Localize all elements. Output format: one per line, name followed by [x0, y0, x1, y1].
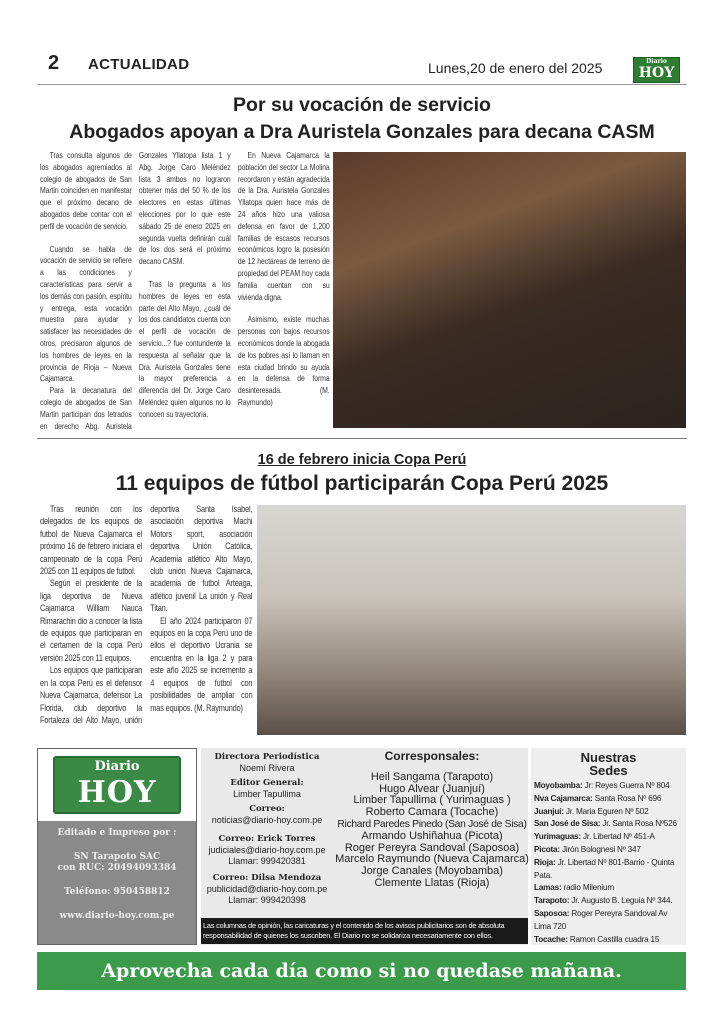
paragraph: Asimismo, existe muchas personas con bajos recursos económicos donde la abogada de los pobres así lo llaman en esta ciudad brindo su ayuda en la defensa de forma desinteresada. (M. Raymundo) [237, 314, 330, 407]
office-city: Rioja: [534, 857, 556, 867]
ruc: con RUC: 20494093384 [57, 863, 177, 873]
office-city: Moyobamba: [534, 781, 583, 790]
staff-label: Editor General: [230, 778, 304, 788]
staff-phone: Llamar: 999420398 [228, 895, 306, 905]
offices-box [531, 748, 686, 945]
office-item [531, 818, 686, 831]
correspondent: Limber Tapullima ( Yurimaguas ) [353, 794, 511, 807]
office-item [531, 793, 686, 806]
article1-body [40, 150, 330, 432]
section-title: ACTUALIDAD [88, 56, 190, 73]
correspondent: Jorge Canales (Moyobamba) [361, 865, 503, 878]
offices-title-line: Nuestras [580, 750, 637, 765]
office-city: San José de Sisa: [534, 819, 601, 829]
offices-list [531, 780, 686, 946]
disclaimer: Las columnas de opinión, las caricaturas y el contenido de los avisos publicitarios son de absoluta responsabilidad de quienes los suscriben. El Diario no se solidariza necesariamente con ellos. [201, 918, 528, 944]
staff-phone: Llamar: 999420381 [228, 856, 306, 866]
article2-body [40, 503, 252, 726]
article2-kicker: 16 de febrero inicia Copa Perú [257, 452, 467, 468]
staff-label: Directora Periodística [214, 752, 320, 762]
staff-value: Noemí Rivera [239, 763, 295, 773]
article1-headline-2: Abogados apoyan a Dra Auristela Gonzales para decana CASM [69, 121, 655, 143]
company: SN Tarapoto SAC [73, 852, 161, 862]
staff-value: Limber Tapullima [233, 789, 301, 799]
divider [37, 84, 687, 85]
office-city: Tarapoto: [534, 896, 570, 906]
office-address: Ramon Castilla cuadra 15 [567, 934, 660, 944]
logo-top-text: Diario [94, 759, 140, 774]
publisher-box [37, 748, 197, 945]
office-city: Yurimaguas: [534, 832, 581, 842]
office-address: Jr: Reyes Guerra Nº 804 [582, 781, 670, 790]
page-number: 2 [48, 52, 60, 74]
office-address: Jr. Augusto B. Leguia Nº 344. [569, 896, 673, 906]
staff-email[interactable]: noticias@diario-hoy.com.pe [211, 815, 323, 825]
office-item [531, 806, 686, 819]
correspondent: Heil Sangama (Tarapoto) [370, 770, 494, 783]
divider [37, 438, 687, 439]
logo-top-text: Diario [646, 58, 667, 65]
office-city: Lamas: [534, 883, 562, 893]
paragraph: Los equipos que participaran en la copa Perú es el defensor Nueva Cajamarca, defensor La Florida, club deportivo la Fortaleza del Alto Mayo, unión deportiva Santa Isabel, asociación deportiva Machi Motors sport, asociación deportiva Unión Católica, Academia atlético Alto Mayo, club unión Nueva Cajamarca, academia de futbol Arteaga, atlético juvenil La unión y Real Titan. [40, 504, 253, 725]
article2-headline: 11 equipos de fútbol participarán Copa Perú 2025 [115, 472, 609, 495]
correspondents-title: Corresponsales: [384, 749, 480, 763]
logo-main-text: HOY [638, 65, 675, 81]
paragraph: Para la decanatura del colegio de abogados de San Martin participan dos letrados en derecho Abg. Auristela Gonzales Yllatopa lista 1 y Abg. Jorge Caro Meléndez lista 3 ambos no lograron obtener más del 50 % de los electores en estas últimas elecciones por lo que este sábado 25 de enero 2025 en segunda vuelta definirán cuál de los dos será el próximo decano CASM. [40, 150, 231, 431]
logo-main-text: HOY [77, 775, 157, 810]
office-address: radio Milenium [561, 883, 614, 893]
paragraph: Tras la pregunta a los hombres de leyes en esta parte del Alto Mayo, ¿cuál de los dos candidatos cuenta con el perfil de vocación de servicio...? fue contundente la respuesta al señalar que la Dra. Auristela Gonzales tiene la mayor preferencia a diferencia del Dr. Jorge Caro Meléndez quien algunos no lo conocen su trayectoria. [138, 278, 231, 419]
office-item [531, 934, 686, 947]
article2-photo [257, 505, 686, 735]
article1-photo [333, 152, 686, 428]
paragraph: Tras consulta algunos de los abogados agremiados al colegio de abogados de San Martin coinciden en manifestar que el próximo decano de abogados debe contar con el perfil de vocación de servicio. [40, 150, 132, 231]
office-city: Nva Cajamarca: [534, 793, 593, 803]
motto-banner: Aprovecha cada día como si no quedase mañana. [37, 952, 686, 990]
correspondent: Hugo Alvear (Juanjuí) [379, 782, 485, 795]
paragraph: Cuando se habla de vocación de servicio se refiere a las condiciones y características para servir a los demás con pasión, espíritu y entrega, esta vocación muestra para ayudar y satisfacer las necesidades de otros, precisaron algunos de los hombres de leyes en la provincia de Rioja – Nueva Cajamarca. [40, 243, 132, 384]
issue-date: Lunes,20 de enero del 2025 [428, 60, 603, 76]
office-item [531, 844, 686, 857]
staff-email[interactable]: judiciales@diario-hoy.com.pe [208, 845, 326, 855]
office-item [531, 882, 686, 895]
office-address: Santa Rosa Nº 696 [592, 793, 662, 803]
office-address: Jr. Maria Eguren Nº 502 [563, 806, 649, 816]
phone: Teléfono: 950458812 [64, 887, 170, 897]
edited-by: Editado e Impreso por : [57, 828, 177, 838]
office-address: Jr. Libertad Nº 801-Barrio - Quinta Pata. [534, 857, 675, 880]
office-city: Tocache: [534, 934, 568, 944]
paragraph: Según el presidente de la liga deportiva de Nueva Cajamarca William Nauca Rimarachin dio a conocer la lista de equipos que participaran en el certamen de la copa Perú versión 2025 con 11 equipos. [40, 578, 143, 663]
correspondent: Roger Pereyra Sandoval (Saposoa) [344, 841, 520, 854]
staff-label: Correo: Dilsa Mendoza [212, 873, 322, 883]
office-city: Juanjuí: [534, 806, 564, 816]
paragraph: Tras reunión con los delegados de los equipos de futbol de Nueva Cajamarca el próximo 16 de febrero iniciara el campeonato de la copa Perú 2025 con 11 equipos de futbol. [40, 504, 143, 577]
correspondents-list [335, 751, 529, 890]
office-city: Picota: [534, 844, 560, 854]
office-city: Saposoa: [534, 908, 570, 918]
office-address: Jr. Libertad Nº 451-A [580, 832, 655, 842]
correspondent: Richard Paredes Pinedo (San José de Sisa) [337, 818, 527, 830]
paragraph: El año 2024 participaron 07 equipos en la copa Perú uno de ellos el deportivo Ucrania se encuentra en la liga 2 y para este año 2025 se incremento a 4 equipos de futbol con posibilidades de ampliar con mas equipos. (M. Raymundo) [150, 615, 253, 713]
paragraph: En Nueva Cajamarca la población del sector La Molina recordaron y están agradecida de la Dra. Auristela Gonzales Yllatopa quien hace más de 24 años hizo una valiosa defensa en favor de 1,200 familias de escasos recursos económicos logro la posesión de 12 hectáreas de terreno de propiedad del PEAM hoy cada familia cuentan con su vivienda digna. [237, 150, 330, 302]
staff-list [201, 752, 333, 906]
website[interactable]: www.diario-hoy.com.pe [59, 911, 175, 921]
office-item [531, 780, 686, 793]
staff-label: Correo: Erick Torres [218, 834, 316, 844]
newspaper-logo [633, 57, 680, 83]
office-item [531, 908, 686, 934]
office-item [531, 857, 686, 883]
correspondent: Armando Ushiñahua (Picota) [361, 829, 503, 842]
staff-label: Correo: [249, 804, 285, 814]
correspondent: Clemente Llatas (Rioja) [374, 876, 490, 889]
office-address: Roger Pereyra Sandoval Av Lima 720 [534, 908, 668, 931]
office-address: Jr. Santa Rosa Nº526 [600, 819, 677, 829]
offices-title-line: Sedes [589, 763, 628, 778]
office-address: Jirón Bolognesi Nº 347 [559, 844, 641, 854]
article1-headline-1: Por su vocación de servicio [233, 94, 491, 116]
staff-email[interactable]: publicidad@diario-hoy.com.pe [206, 884, 328, 894]
newspaper-logo-large [53, 756, 181, 814]
office-item [531, 831, 686, 844]
correspondent: Marcelo Raymundo (Nueva Cajamarca) [335, 853, 529, 866]
staff-box [201, 748, 528, 945]
offices-title [531, 751, 686, 777]
office-item [531, 895, 686, 908]
correspondent: Roberto Camara (Tocache) [365, 806, 499, 819]
